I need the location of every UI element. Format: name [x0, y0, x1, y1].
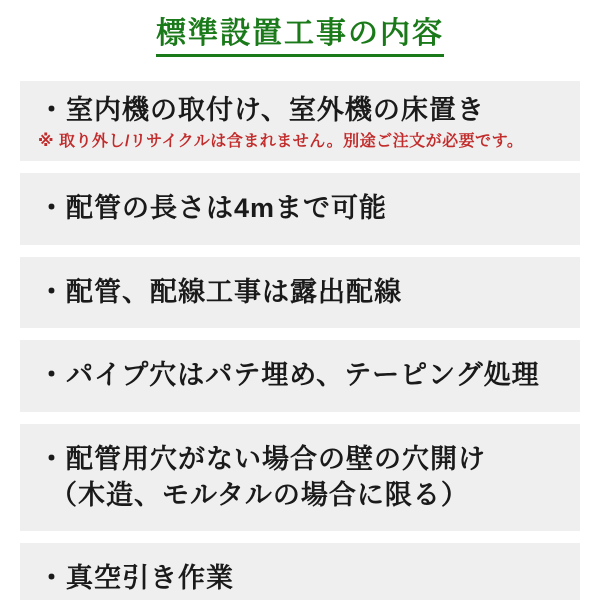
service-item-exposed-wiring [20, 257, 580, 329]
page-title: 標準設置工事の内容 [156, 14, 444, 57]
service-item-vacuum-work [20, 543, 580, 600]
item-note: ※ 取り外し/リサイクルは含まれません。別途ご注文が必要です。 [38, 132, 524, 150]
title-wrap [20, 14, 580, 57]
item-text: ・室内機の取付け、室外機の床置き [38, 95, 485, 125]
service-item-pipe-hole-sealing [20, 340, 580, 412]
service-item-indoor-outdoor-unit [20, 81, 580, 161]
item-text: ・配管の長さは4mまで可能 [38, 193, 388, 224]
item-text-continued: （木造、モルタルの場合に限る） [50, 479, 469, 510]
item-text: ・真空引き作業 [38, 563, 234, 594]
item-text: ・パイプ穴はパテ埋め、テーピング処理 [38, 360, 540, 391]
item-text: ・配管、配線工事は露出配線 [38, 276, 402, 307]
service-item-wall-drilling [20, 424, 580, 531]
service-item-pipe-length [20, 173, 580, 245]
item-text: ・配管用穴がない場合の壁の穴開け [38, 443, 486, 474]
